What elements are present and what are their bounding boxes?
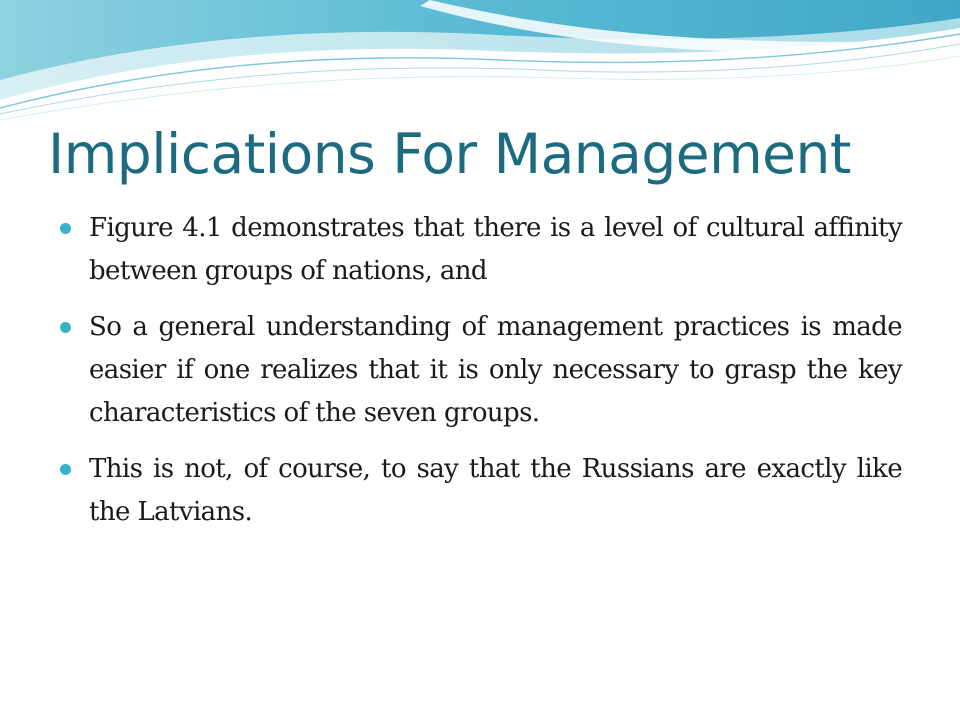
bullet-dot-icon (60, 223, 71, 234)
slide-title: Implications For Management (48, 122, 851, 186)
bullet-dot-icon (60, 464, 71, 475)
bullet-item (60, 207, 902, 293)
bullet-item (60, 306, 902, 435)
bullet-dot-icon (60, 322, 71, 333)
bullet-text: Figure 4.1 demonstrates that there is a level of cultural affinity between groups of nations, and (89, 213, 902, 286)
bullet-text: So a general understanding of management practices is made easier if one realizes that it is only necessary to grasp the key characteristics of the seven groups. (89, 312, 902, 428)
bullet-list (60, 207, 902, 547)
bullet-text: This is not, of course, to say that the Russians are exactly like the Latvians. (89, 454, 902, 527)
header-wave-decoration (0, 0, 960, 130)
bullet-item (60, 448, 902, 534)
